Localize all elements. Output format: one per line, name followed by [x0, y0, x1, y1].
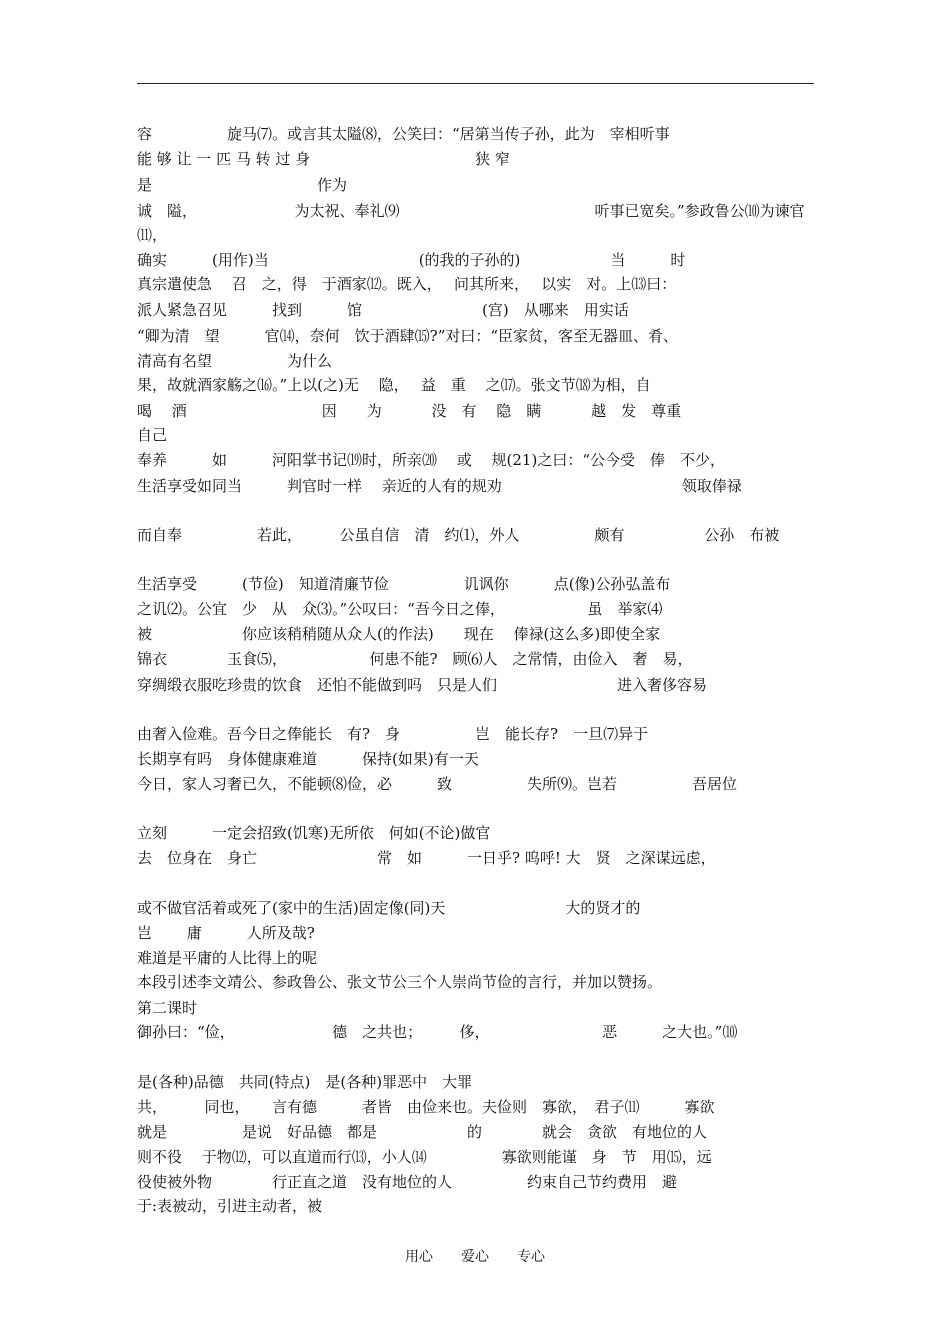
text-line: 由奢入俭难。吾今日之俸能长 有? 身 岂 能长存? 一旦⑺异于	[137, 725, 649, 743]
text-line: 就是 是说 好品德 都是 的 就会 贪欲 有地位的人	[137, 1123, 708, 1141]
text-line: 御孙曰：“俭， 德 之共也； 侈， 恶 之大也。”⑽	[137, 1023, 738, 1041]
text-line: 派人紧急召见 找到 馆 (宫) 从哪来 用实话	[137, 301, 629, 319]
page-footer: 用心 爱心 专心	[405, 1249, 545, 1265]
header-rule	[137, 83, 814, 84]
text-line: “卿为清 望 官⒁，奈何 饮于酒肆⒂?”对曰：“臣家贫，客至无器皿、肴、	[137, 327, 679, 345]
text-line: 共， 同也， 言有德 者皆 由俭来也。夫俭则 寡欲， 君子⑾ 寡欲	[137, 1098, 715, 1116]
text-line: 之讥⑵。公宜 少 从 众⑶。”公叹曰：“吾今日之俸， 虽 举家⑷	[137, 600, 663, 618]
text-line: 是 作为	[137, 176, 348, 194]
text-line: 生活享受如同当 判官时一样 亲近的人有的规劝 领取俸禄	[137, 477, 742, 495]
text-line: 则不役 于物⑿，可以直道而行⒀，小人⒁ 寡欲则能谨 身 节 用⒂，远	[137, 1148, 712, 1166]
text-line: 岂 庸 人所及哉?	[137, 924, 315, 942]
text-line: 去 位身在 身亡 常 如 一日乎? 呜呼! 大 贤 之深谋远虑，	[137, 849, 716, 867]
text-line: 长期享有吗 身体健康难道 保持(如果)有一天	[137, 750, 479, 768]
text-line: 奉养 如 河阳掌书记⒆时，所亲⒇ 或 规(21)之曰：“公今受 俸 不少，	[137, 451, 725, 469]
text-line: 是(各种)品德 共同(特点) 是(各种)罪恶中 大罪	[137, 1073, 473, 1091]
text-line: 生活享受 (节俭) 知道清廉节俭 讥讽你 点(像)公孙弘盖布	[137, 575, 671, 593]
text-line: 果，故就酒家觞之⒃。”上以(之)无 隐， 益 重 之⒄。张文节⒅为相，自	[137, 376, 651, 394]
text-line: 清高有名望 为什么	[137, 352, 333, 370]
text-line: 能 够 让 一 匹 马 转 过 身 狭 窄	[137, 150, 510, 168]
section-heading: 第二课时	[137, 999, 198, 1017]
text-line: 被 你应该稍稍随从众人(的作法) 现在 俸禄(这么多)即使全家	[137, 625, 661, 643]
text-line: 锦衣 玉食⑸， 何患不能? 顾⑹人 之常情，由俭入 奢 易，	[137, 650, 693, 668]
text-line: 穿绸缎衣服吃珍贵的饮食 还怕不能做到吗 只是人们 进入奢侈容易	[137, 676, 708, 694]
text-line: 而自奉 若此， 公虽自信 清 约⑴，外人 颇有 公孙 布被	[137, 526, 780, 544]
text-line: 本段引述李文靖公、参政鲁公、张文节公三个人崇尚节俭的言行，并加以赞扬。	[137, 973, 663, 991]
text-line: 喝 酒 因 为 没 有 隐 瞒 越 发 尊重 自己	[137, 402, 877, 444]
text-line: 难道是平庸的人比得上的呢	[137, 949, 318, 967]
text-line: 容 旋马⑺。或言其太隘⑻，公笑曰：“居第当传子孙，此为 宰相听事	[137, 125, 670, 143]
text-line: 真宗遣使急 召 之，得 于酒家⑿。既入， 问其所来， 以实 对。上⒀曰：	[137, 275, 677, 293]
text-line: 确实 (用作)当 (的我的子孙的) 当 时	[137, 251, 686, 269]
text-line: 立刻 一定会招致(饥寒)无所依 何如(不论)做官	[137, 824, 491, 842]
text-line: 于:表被动，引进主动者，被	[137, 1197, 323, 1215]
text-line: 或不做官活着或死了(家中的生活)固定像(同)天 大的贤才的	[137, 899, 641, 917]
text-line: 役使被外物 行正直之道 没有地位的人 约束自己节约费用 避	[137, 1173, 678, 1191]
text-line: 诚 隘， 为太祝、奉礼⑼ 听事已宽矣。”参政鲁公⑽为谏官⑾，	[137, 202, 805, 244]
text-line: 今日，家人习奢已久，不能顿⑻俭，必 致 失所⑼。岂若 吾居位	[137, 775, 738, 793]
